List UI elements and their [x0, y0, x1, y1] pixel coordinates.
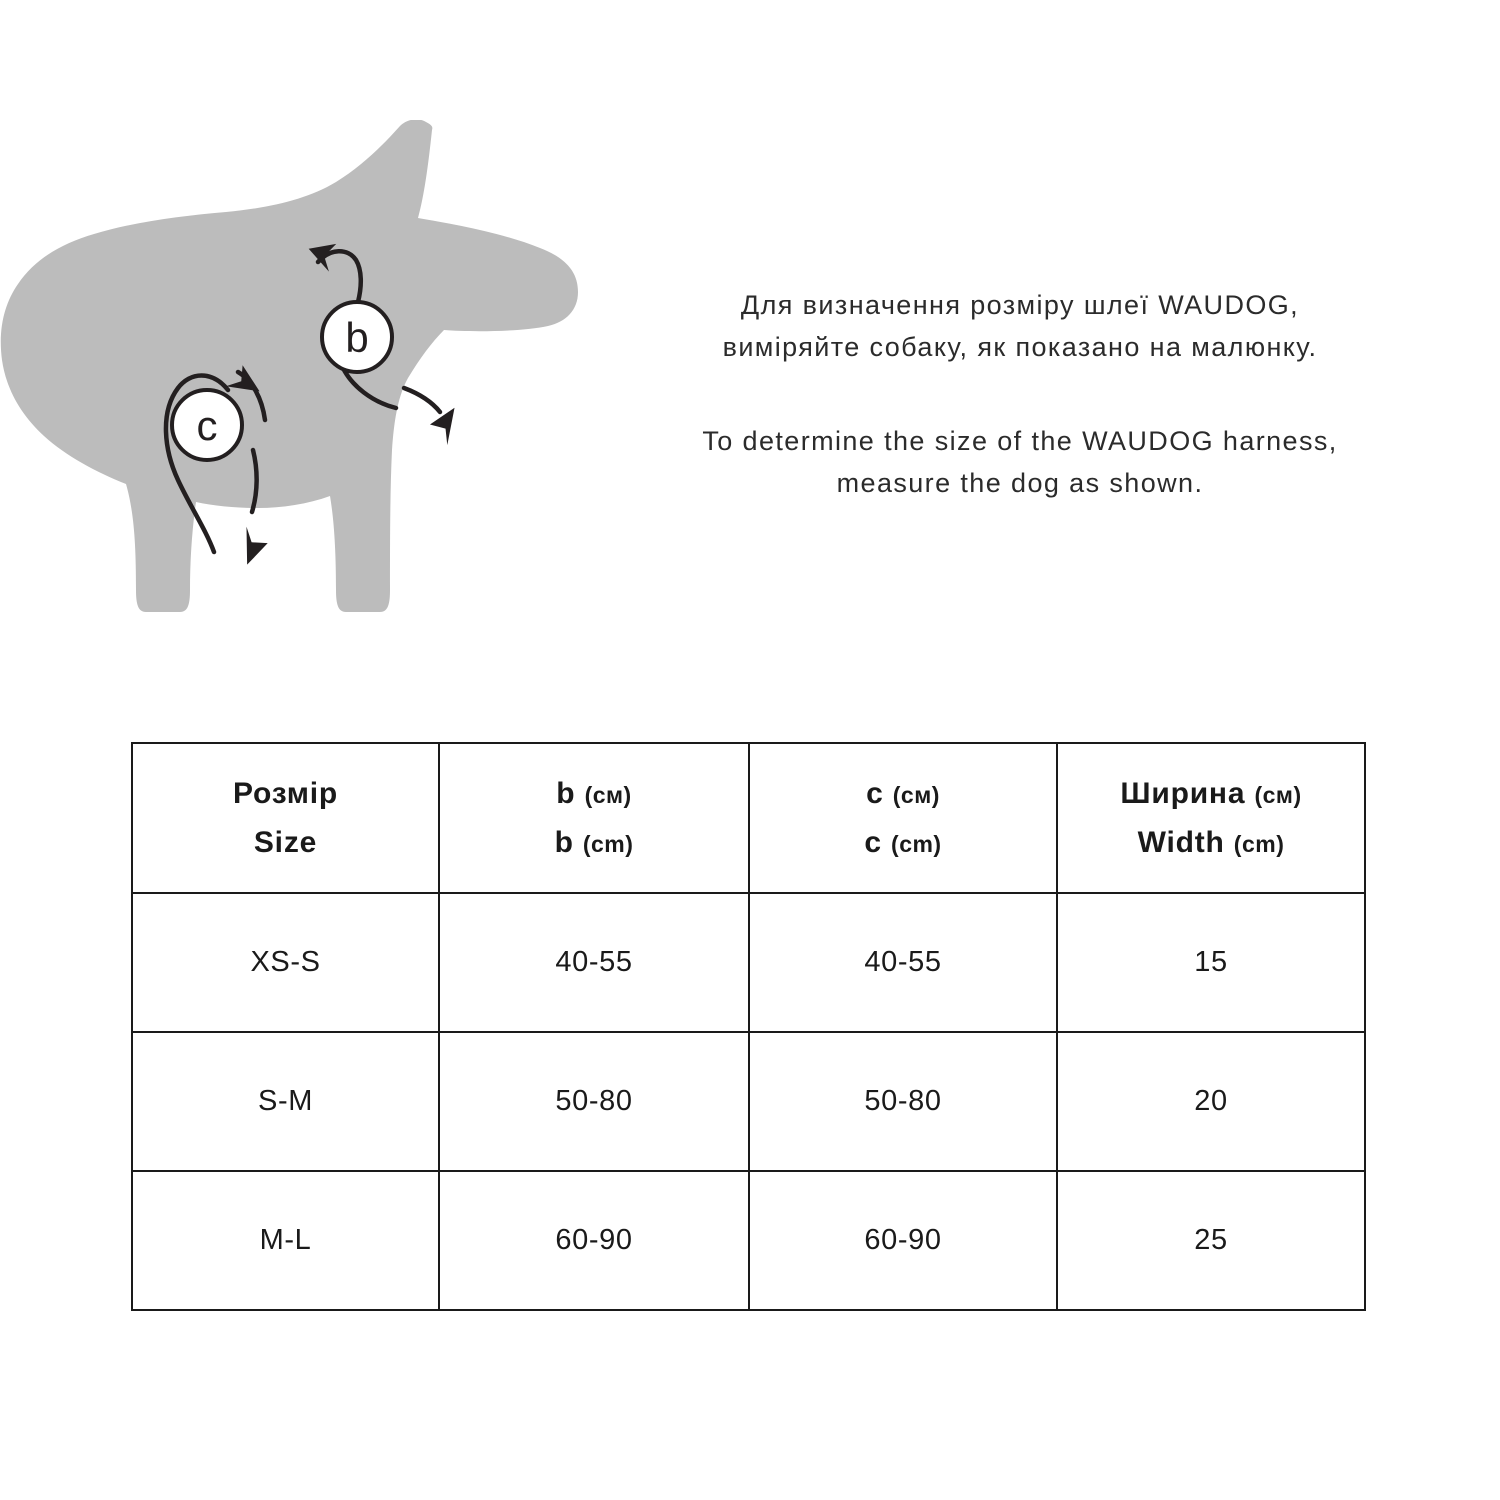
cell-c: 60-90 — [749, 1171, 1057, 1310]
header-width-uk-unit: (см) — [1254, 782, 1302, 808]
header-b-uk-label: b — [556, 777, 576, 810]
cell-size: M-L — [132, 1171, 439, 1310]
header-b-uk-unit: (см) — [584, 782, 632, 808]
cell-c: 40-55 — [749, 893, 1057, 1032]
header-width-en — [1058, 820, 1364, 865]
header-c-en — [750, 820, 1056, 865]
illustration-and-instructions — [0, 0, 1500, 700]
header-c — [749, 743, 1057, 893]
header-b-en-label: b — [554, 826, 574, 859]
table-header-row — [132, 743, 1365, 893]
header-b-en — [440, 820, 748, 865]
cell-size: S-M — [132, 1032, 439, 1171]
instructions-ukrainian — [575, 285, 1465, 369]
cell-b: 60-90 — [439, 1171, 749, 1310]
size-chart-table — [131, 742, 1366, 1311]
cell-c: 50-80 — [749, 1032, 1057, 1171]
header-b-en-unit: (cm) — [582, 831, 634, 857]
instructions-uk-line-1: Для визначення розміру шлеї WAUDOG, — [740, 290, 1300, 320]
neck-label-text: b — [345, 314, 369, 361]
header-size-en: Size — [253, 826, 318, 859]
header-c-en-label: c — [864, 826, 882, 859]
chest-label-text: c — [196, 402, 218, 449]
header-size — [132, 743, 439, 893]
instructions-block — [575, 285, 1465, 504]
header-b-uk — [440, 771, 748, 816]
cell-width: 15 — [1057, 893, 1365, 1032]
header-size-uk: Розмір — [232, 777, 338, 810]
instructions-english — [575, 421, 1465, 505]
header-c-uk-unit: (см) — [892, 782, 940, 808]
neck-label-badge — [322, 302, 392, 372]
dog-silhouette-diagram — [0, 120, 620, 660]
instructions-en-line-2: measure the dog as shown. — [836, 467, 1204, 498]
header-c-uk-label: c — [866, 777, 884, 810]
header-width — [1057, 743, 1365, 893]
header-b — [439, 743, 749, 893]
dog-body-shape — [1, 120, 578, 612]
instructions-uk-line-2: виміряйте собаку, як показано на малюнку. — [722, 331, 1318, 362]
cell-b: 50-80 — [439, 1032, 749, 1171]
cell-b: 40-55 — [439, 893, 749, 1032]
table-row — [132, 893, 1365, 1032]
table-row — [132, 1171, 1365, 1310]
table-row — [132, 1032, 1365, 1171]
header-c-uk — [750, 771, 1056, 816]
header-width-uk-label: Ширина — [1120, 777, 1246, 810]
cell-width: 20 — [1057, 1032, 1365, 1171]
cell-width: 25 — [1057, 1171, 1365, 1310]
header-width-uk — [1058, 771, 1364, 816]
instructions-en-line-1: To determine the size of the WAUDOG harness, — [702, 425, 1338, 456]
cell-size: XS-S — [132, 893, 439, 1032]
header-c-en-unit: (cm) — [891, 831, 942, 857]
chest-label-badge — [172, 390, 242, 460]
header-width-en-unit: (cm) — [1233, 831, 1285, 857]
header-width-en-label: Width — [1137, 826, 1225, 859]
